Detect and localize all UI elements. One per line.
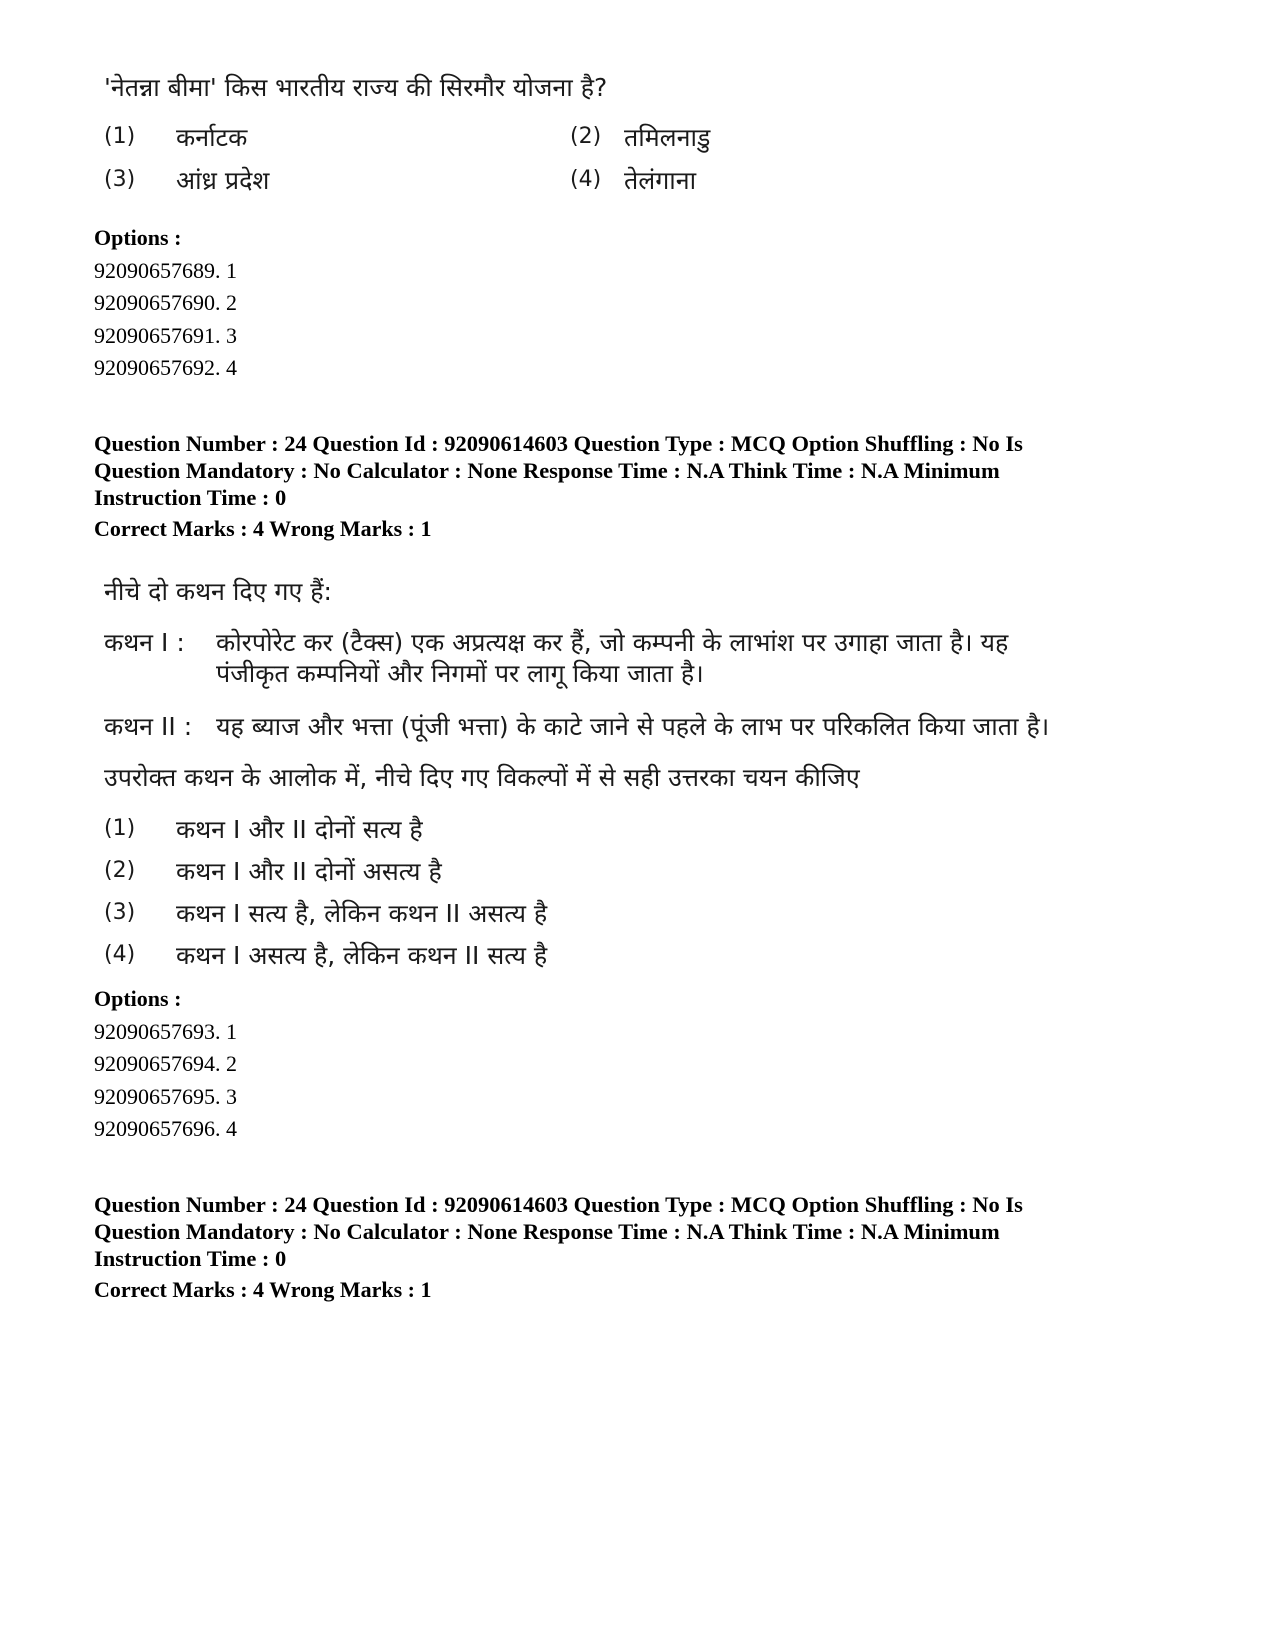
q23-choice-4-text: तेलंगाना xyxy=(624,166,697,195)
q23-choice-1-text: कर्नाटक xyxy=(176,123,248,152)
q23-option-1: 92090657689. 1 xyxy=(94,258,237,283)
q24-repeat-marks: Correct Marks : 4 Wrong Marks : 1 xyxy=(94,1277,432,1302)
q24-repeat-meta-line-2: Question Mandatory : No Calculator : None Response Time : N.A Think Time : N.A Minimum xyxy=(94,1219,1000,1244)
q23-choice-3-text: आंध्र प्रदेश xyxy=(176,166,270,195)
q24-statement-1-line-2: पंजीकृत कम्पनियों और निगमों पर लागू किया जाता है। xyxy=(216,659,704,688)
q24-statement-2-line-1: यह ब्याज और भत्ता (पूंजी भत्ता) के काटे जाने से पहले के लाभ पर परिकलित किया जाता है। xyxy=(216,712,1050,741)
q24-choice-3-num: (3) xyxy=(104,900,136,925)
q24-meta xyxy=(94,430,1194,511)
q24-option-2: 92090657694. 2 xyxy=(94,1051,237,1076)
q24-choice-4-text: कथन I असत्य है, लेकिन कथन II सत्य है xyxy=(176,941,548,970)
q24-intro: नीचे दो कथन दिए गए हैं: xyxy=(104,577,332,606)
q23-question-text: 'नेतन्ना बीमा' किस भारतीय राज्य की सिरमौर योजना है? xyxy=(104,73,608,102)
q23-choice-4-num: (4) xyxy=(570,167,602,192)
q24-option-4: 92090657696. 4 xyxy=(94,1116,237,1141)
q24-choice-2-num: (2) xyxy=(104,858,136,883)
q24-meta-line-2: Question Mandatory : No Calculator : None Response Time : N.A Think Time : N.A Minimum xyxy=(94,458,1000,483)
q24-statement-2-label: कथन II : xyxy=(104,712,193,741)
q24-option-3: 92090657695. 3 xyxy=(94,1084,237,1109)
q23-options-heading: Options : xyxy=(94,225,182,250)
q24-statement-1-label: कथन I : xyxy=(104,628,185,657)
q24-marks: Correct Marks : 4 Wrong Marks : 1 xyxy=(94,516,432,541)
q23-choice-2-num: (2) xyxy=(570,124,602,149)
q24-option-1: 92090657693. 1 xyxy=(94,1019,237,1044)
q24-repeat-meta-line-1: Question Number : 24 Question Id : 92090614603 Question Type : MCQ Option Shuffling : No Is xyxy=(94,1192,1023,1217)
q23-option-2: 92090657690. 2 xyxy=(94,290,237,315)
q23-option-3: 92090657691. 3 xyxy=(94,323,237,348)
q23-option-4: 92090657692. 4 xyxy=(94,355,237,380)
q24-meta-line-3: Instruction Time : 0 xyxy=(94,485,287,510)
q24-choice-1-num: (1) xyxy=(104,816,136,841)
q24-statement-1-line-1: कोरपोरेट कर (टैक्स) एक अप्रत्यक्ष कर हैं, जो कम्पनी के लाभांश पर उगाहा जाता है। यह xyxy=(216,628,1009,657)
q24-meta-line-1: Question Number : 24 Question Id : 92090614603 Question Type : MCQ Option Shuffling : No Is xyxy=(94,431,1023,456)
q24-instruction: उपरोक्त कथन के आलोक में, नीचे दिए गए विकल्पों में से सही उत्तरका चयन कीजिए xyxy=(104,763,860,792)
q23-choice-3-num: (3) xyxy=(104,167,136,192)
q24-choice-1-text: कथन I और II दोनों सत्य है xyxy=(176,815,423,844)
q23-choice-2-text: तमिलनाडु xyxy=(624,123,711,152)
q23-choice-1-num: (1) xyxy=(104,124,136,149)
q24-choice-3-text: कथन I सत्य है, लेकिन कथन II असत्य है xyxy=(176,899,548,928)
q24-repeat-meta-line-3: Instruction Time : 0 xyxy=(94,1246,287,1271)
q24-repeat-meta xyxy=(94,1191,1194,1272)
q24-choice-4-num: (4) xyxy=(104,942,136,967)
q24-options-heading: Options : xyxy=(94,986,182,1011)
q24-choice-2-text: कथन I और II दोनों असत्य है xyxy=(176,857,442,886)
